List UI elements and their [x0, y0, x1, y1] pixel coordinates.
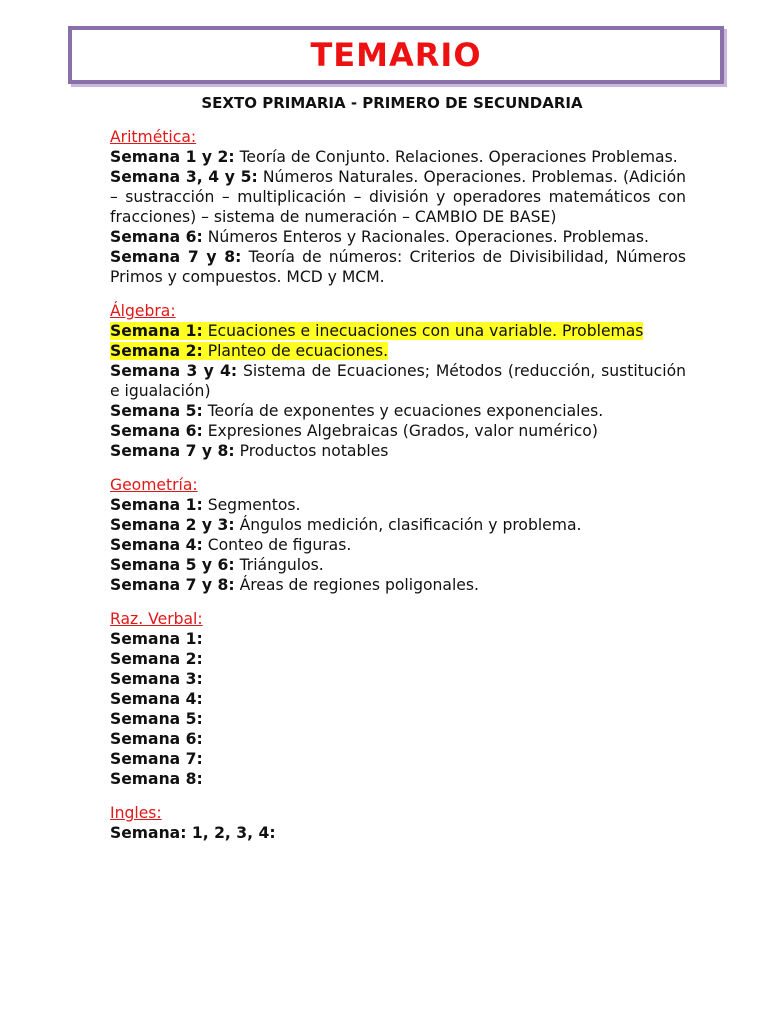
week-item — [110, 441, 686, 461]
week-label: Semana 1: — [110, 496, 203, 514]
week-label: Semana 3: — [110, 670, 203, 688]
week-item — [110, 535, 686, 555]
week-label: Semana 7 y 8: — [110, 576, 235, 594]
week-label: Semana 5: — [110, 710, 203, 728]
section-heading: Aritmética: — [110, 128, 197, 146]
week-item — [110, 729, 686, 749]
week-label: Semana 7: — [110, 750, 203, 768]
week-label: Semana 6: — [110, 730, 203, 748]
week-label: Semana 4: — [110, 536, 203, 554]
week-label: Semana 1: — [110, 630, 203, 648]
week-label: Semana 1 y 2: — [110, 148, 235, 166]
week-topic: Números Enteros y Racionales. Operaciones. Problemas. — [207, 228, 650, 246]
week-item — [110, 227, 686, 247]
week-topic: Teoría de exponentes y ecuaciones exponenciales. — [207, 402, 604, 420]
week-topic: Áreas de regiones poligonales. — [239, 576, 479, 594]
week-label: Semana 2: — [110, 342, 203, 360]
week-item — [110, 823, 686, 843]
week-item — [110, 689, 686, 709]
syllabus-section — [110, 803, 686, 843]
week-label: Semana 7 y 8: — [110, 248, 242, 266]
week-item — [110, 247, 686, 287]
week-topic: Triángulos. — [239, 556, 324, 574]
week-label: Semana 6: — [110, 228, 203, 246]
week-topic: Planteo de ecuaciones. — [207, 342, 389, 360]
week-topic: Ecuaciones e inecuaciones con una variable. Problemas — [207, 322, 644, 340]
week-topic: Números Naturales. Operaciones. Problemas. (Adición – sustracción – multiplicación – división y operadores matemáticos con fracciones) – sistema de numeración – CAMBIO DE BASE) — [110, 168, 687, 226]
week-topic: Teoría de Conjunto. Relaciones. Operaciones Problemas. — [239, 148, 678, 166]
week-label: Semana 1: — [110, 322, 203, 340]
week-label: Semana 7 y 8: — [110, 442, 235, 460]
week-label: Semana 4: — [110, 690, 203, 708]
week-topic: Sistema de Ecuaciones; Métodos (reducción, sustitución e igualación) — [110, 362, 686, 400]
week-item — [110, 629, 686, 649]
week-label: Semana 8: — [110, 770, 203, 788]
section-heading: Álgebra: — [110, 302, 176, 320]
syllabus-content — [110, 127, 686, 857]
syllabus-section — [110, 301, 686, 461]
document-title: TEMARIO — [310, 36, 482, 74]
week-item — [110, 167, 686, 227]
week-item — [110, 575, 686, 595]
week-item — [110, 709, 686, 729]
week-topic: Conteo de figuras. — [207, 536, 352, 554]
week-label: Semana 2 y 3: — [110, 516, 235, 534]
week-item — [110, 341, 686, 361]
week-label: Semana: 1, 2, 3, 4: — [110, 824, 276, 842]
section-heading: Ingles: — [110, 804, 162, 822]
week-topic: Expresiones Algebraicas (Grados, valor numérico) — [207, 422, 598, 440]
week-item — [110, 401, 686, 421]
week-item — [110, 495, 686, 515]
document-subtitle: SEXTO PRIMARIA - PRIMERO DE SECUNDARIA — [201, 94, 583, 112]
week-topic: Productos notables — [239, 442, 389, 460]
week-label: Semana 3, 4 y 5: — [110, 168, 258, 186]
week-item — [110, 749, 686, 769]
week-item — [110, 555, 686, 575]
syllabus-section — [110, 609, 686, 789]
syllabus-section — [110, 475, 686, 595]
week-item — [110, 649, 686, 669]
week-label: Semana 5: — [110, 402, 203, 420]
week-item — [110, 669, 686, 689]
week-item — [110, 321, 686, 341]
week-label: Semana 5 y 6: — [110, 556, 235, 574]
week-item — [110, 421, 686, 441]
week-topic: Teoría de números: Criterios de Divisibilidad, Números Primos y compuestos. MCD y MCM. — [110, 248, 686, 286]
week-label: Semana 6: — [110, 422, 203, 440]
week-item — [110, 147, 686, 167]
syllabus-section — [110, 127, 686, 287]
week-label: Semana 2: — [110, 650, 203, 668]
week-label: Semana 3 y 4: — [110, 362, 238, 380]
week-item — [110, 515, 686, 535]
week-topic: Segmentos. — [207, 496, 301, 514]
week-topic: Ángulos medición, clasificación y problema. — [239, 516, 582, 534]
title-box — [68, 26, 724, 84]
section-heading: Raz. Verbal: — [110, 610, 203, 628]
week-item — [110, 361, 686, 401]
week-item — [110, 769, 686, 789]
section-heading: Geometría: — [110, 476, 198, 494]
